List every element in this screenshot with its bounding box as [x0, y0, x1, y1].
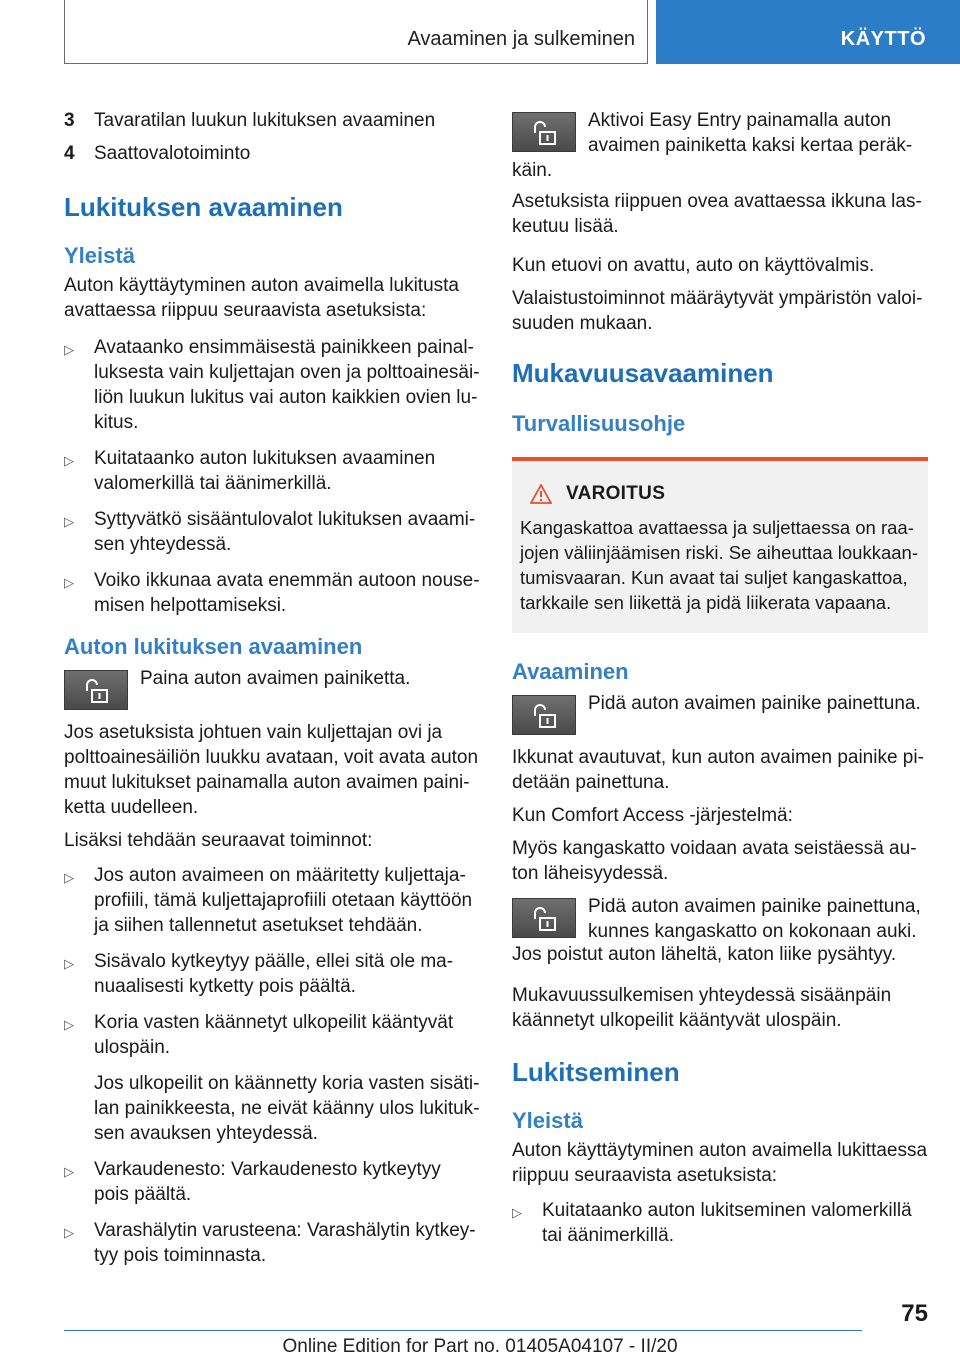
press-button-text: Paina auton avaimen painiketta. [140, 668, 411, 689]
heading-car-unlocking: Auton lukituksen avaaminen [64, 634, 363, 659]
triangle-bullet-icon: ▷ [64, 1017, 74, 1032]
triangle-bullet-icon: ▷ [64, 453, 74, 468]
comfort-access-paragraph: Kun Comfort Access -järjestelmä: [512, 805, 793, 826]
list-item: ▷ Varkaudenesto: Varkaudenesto kytkeytyy pois päältä. [64, 1159, 441, 1205]
triangle-bullet-icon: ▷ [64, 870, 74, 885]
footer-edition: Online Edition for Part no. 01405A04107 - II/20 [282, 1336, 678, 1357]
icon-row [512, 691, 928, 741]
heading-comfort-opening: Mukavuusavaaminen [512, 358, 774, 388]
window-paragraph: Asetuksista riippuen ovea avattaessa ikkuna laskeutuu lisää. [512, 191, 922, 237]
heading-locking: Lukitseminen [512, 1057, 680, 1087]
locking-intro: Auton käyttäytyminen auton avaimella lukittaessa riippuu seuraavista asetuksista: [512, 1140, 928, 1186]
list-item: ▷ Kuitataanko auton lukitseminen valomerkillä tai äänimerkillä. [512, 1200, 912, 1246]
footer-divider [64, 1330, 862, 1331]
unlock-button-icon [512, 695, 576, 735]
list-item: ▷ Jos auton avaimeen on määritetty kuljettajaprofiili, tämä kuljettajaprofiili otetaan käyttöön ja siihen tallennetut asetukset tehdään. [64, 865, 473, 936]
unlock-button-icon [64, 670, 128, 710]
list-item: ▷ Koria vasten käännetyt ulkopeilit kääntyvät ulospäin. [64, 1012, 454, 1058]
warning-title-row [530, 483, 920, 505]
leave-paragraph: Jos poistut auton läheltä, katon liike pysähtyy. [512, 944, 897, 965]
icon-row [512, 108, 928, 183]
numbered-item [64, 141, 480, 166]
mirrors-paragraph: Mukavuussulkemisen yhteydessä sisäänpäin käännetyt ulkopeilit kääntyvät ulospäin. [512, 985, 892, 1031]
heading-general: Yleistä [64, 243, 135, 268]
list-item: ▷ Syttyvätkö sisääntulovalot lukituksen avaamisen yhteydessä. [64, 509, 476, 555]
triangle-bullet-icon: ▷ [64, 342, 74, 357]
triangle-bullet-icon: ▷ [64, 514, 74, 529]
lights-paragraph: Valaistustoiminnot määräytyvät ympäristön valoisuuden mukaan. [512, 288, 923, 334]
windows-paragraph: Ikkunat avautuvat, kun auton avaimen painike pidetään painettuna. [512, 747, 924, 793]
easy-entry-text: Aktivoi Easy Entry painamalla auton avaimen painiketta kaksi kertaa peräkkäin. [512, 110, 913, 181]
list-item: ▷ Avataanko ensimmäisestä painikkeen painalluksesta vain kuljettajan oven ja polttoainesäiliön luukun lukitus vai auton kaikkien ovien lukitus. [64, 337, 480, 433]
warning-box [512, 457, 928, 633]
heading-opening: Avaaminen [512, 659, 629, 684]
icon-row [512, 894, 928, 944]
triangle-bullet-icon: ▷ [512, 1205, 522, 1220]
also-paragraph: Lisäksi tehdään seuraavat toiminnot: [64, 830, 373, 851]
heading-safety: Turvallisuusohje [512, 411, 686, 436]
triangle-bullet-icon: ▷ [64, 1164, 74, 1179]
left-column [64, 108, 480, 1279]
roof-paragraph: Myös kangaskatto voidaan avata seistäessä auton läheisyydessä. [512, 838, 917, 884]
item-text: Tavaratilan luukun lukituksen avaaminen [94, 110, 436, 131]
warning-triangle-icon [530, 484, 552, 504]
hold-button-text: Pidä auton avaimen painike painettuna. [588, 693, 921, 714]
chapter-tab [656, 0, 960, 64]
item-number: 4 [64, 143, 75, 164]
list-item: ▷ Voiko ikkunaa avata enemmän autoon nousemisen helpottamiseksi. [64, 570, 480, 616]
icon-row [64, 666, 480, 716]
general-intro: Auton käyttäytyminen auton avaimella lukitusta avattaessa riippuu seuraavista asetuksista: [64, 275, 459, 321]
triangle-bullet-icon: ▷ [64, 575, 74, 590]
numbered-item [64, 108, 480, 133]
chapter-title: KÄYTTÖ [840, 28, 926, 50]
header-section-box [64, 0, 648, 64]
unlock-button-icon [512, 112, 576, 152]
list-item: ▷ Kuitataanko auton lukituksen avaaminen valomerkillä tai äänimerkillä. [64, 448, 436, 494]
heading-general-locking: Yleistä [512, 1108, 583, 1133]
item-text: Saattovalotoiminto [94, 143, 251, 164]
list-item-subparagraph: Jos ulkopeilit on käännetty koria vasten sisätilan painikkeesta, ne eivät käänny ulos lukituksen avauksen yhteydessä. [94, 1073, 480, 1144]
unlock-button-icon [512, 898, 576, 938]
warning-title: VAROITUS [566, 483, 666, 504]
warning-text: Kangaskattoa avattaessa ja suljettaessa on raajojen väliinjäämisen riski. Se aiheuttaa loukkaantumisvaaran. Kun avaat tai suljet kangaskattoa, tarkkaile sen liikettä ja pidä liikerata vapaana. [520, 517, 918, 613]
list-item: ▷ Varashälytin varusteena: Varashälytin kytkeytyy pois toiminnasta. [64, 1220, 476, 1266]
triangle-bullet-icon: ▷ [64, 1225, 74, 1240]
triangle-bullet-icon: ▷ [64, 956, 74, 971]
right-column [512, 108, 928, 1259]
list-item: ▷ Sisävalo kytkeytyy päälle, ellei sitä ole manuaalisesti kytketty pois päältä. [64, 951, 454, 997]
hold-until-text: Pidä auton avaimen painike painettuna, kunnes kangaskatto on kokonaan auki. [588, 896, 921, 942]
item-number: 3 [64, 110, 75, 131]
settings-paragraph: Jos asetuksista johtuen vain kuljettajan ovi ja polttoainesäiliön luukku avataan, voit avata auton muut lukitukset painamalla auton avaimen painiketta uudelleen. [64, 722, 479, 818]
heading-unlocking: Lukituksen avaaminen [64, 192, 343, 222]
page-number: 75 [901, 1300, 928, 1327]
ready-paragraph: Kun etuovi on avattu, auto on käyttövalmis. [512, 255, 875, 276]
section-title: Avaaminen ja sulkeminen [407, 28, 635, 50]
